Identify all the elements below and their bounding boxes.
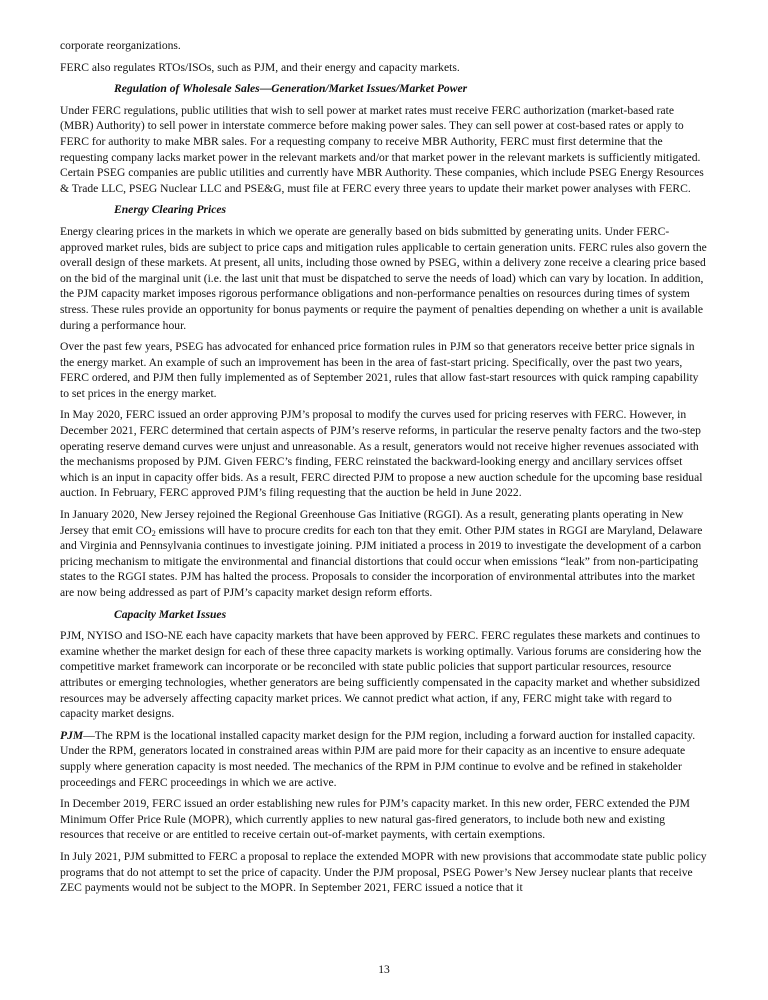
paragraph-rto-iso: FERC also regulates RTOs/ISOs, such as PJM, and their energy and capacity markets.: [60, 60, 460, 74]
rggi-text-a: In January 2020, New Jersey rejoined the Regional Greenhouse Gas Initiative (RGGI). As a result, generating plants operating in New Jersey that emit CO: [60, 508, 684, 537]
paragraph-mopr-1: In December 2019, FERC issued an order establishing new rules for PJM’s capacity market. In this new order, FERC extended the PJM Minimum Offer Price Rule (MOPR), which currently applies to new natural gas-fired generators, to include both new and existing resources that receive or are entitled to receive certain out-of-market payments, with certain exemptions.: [60, 797, 690, 842]
paragraph-energy-clearing-3: In May 2020, FERC issued an order approving PJM’s proposal to modify the curves used for pricing reserves with FERC. However, in December 2021, FERC determined that certain aspects of PJM’s reserve reforms, in particular the reserve penalty factors and the two-step operating reserve demand curves were unjust and unreasonable. As a result, generators would not receive higher revenues associated with the mechanisms proposed by PJM. Given FERC’s finding, FERC reinstated the backward-looking energy and ancillary services offset which is an input in capacity offer bids. As a result, FERC directed PJM to propose a new auction schedule for the upcoming base residual auction. In February, FERC approved PJM’s filing requesting that the auction be held in June 2022.: [60, 408, 703, 500]
pjm-rpm-text: —The RPM is the locational installed capacity market design for the PJM region, including a forward auction for installed capacity. Under the RPM, generators located in constrained areas within PJM are paid more for their capacity as an incentive to ensure adequate supply where generation capacity is most needed. The mechanics of the RPM in PJM continue to evolve and be refined in stakeholder proceedings and FERC proceedings in which we are active.: [60, 728, 696, 789]
paragraph-rggi: [60, 507, 710, 601]
page-number: 13: [378, 963, 390, 976]
paragraph-wholesale-sales: Under FERC regulations, public utilities that wish to sell power at market rates must receive FERC authorization (market-based rate (MBR) Authority) to sell power in interstate commerce before making power sales. They can sell power at cost-based rates or apply to FERC for authority to make MBR sales. For a requesting company to receive MBR Authority, FERC must first determine that the requesting company lacks market power in the relevant markets and/or that market power in the relevant markets is sufficiently mitigated. Certain PSEG companies are public utilities and currently have MBR Authority. These companies, which include PSEG Energy Resources & Trade LLC, PSEG Nuclear LLC and PSE&G, must file at FERC every three years to update their market power analyses with FERC.: [60, 103, 704, 195]
paragraph-mopr-2: In July 2021, PJM submitted to FERC a proposal to replace the extended MOPR with new provisions that accommodate state public policy programs that do not attempt to set the price of capacity. Under the PJM proposal, PSEG Power’s New Jersey nuclear plants that receive ZEC payments would not be subject to the MOPR. In September 2021, FERC issued a notice that it: [60, 849, 707, 895]
paragraph-energy-clearing-2: Over the past few years, PSEG has advocated for enhanced price formation rules in PJM so that generators receive better price signals in the energy market. An example of such an improvement has been in the area of fast-start pricing. Specifically, over the past two years, FERC ordered, and PJM then fully implemented as of September 2021, rules that allow fast-start resources with quick ramping capability to set prices in the energy market.: [60, 340, 699, 400]
heading-wholesale-sales: Regulation of Wholesale Sales—Generation/Market Issues/Market Power: [114, 82, 468, 96]
co2-subscript: 2: [151, 528, 156, 538]
paragraph-capacity-markets: PJM, NYISO and ISO-NE each have capacity markets that have been approved by FERC. FERC regulates these markets and continues to examine whether the market design for each of these three capacity markets is working optimally. Various forums are considering how the competitive market framework can incorporate or be reconciled with state public policies that support particular resources, resource attributes or emerging technologies, whether generators are being sufficiently compensated in the capacity market and whether subsidized resources may be adversely affecting capacity market prices. We cannot predict what action, if any, FERC might take with regard to capacity market designs.: [60, 629, 702, 721]
paragraph-pjm-rpm: [60, 728, 710, 790]
rggi-text-b: emissions will have to procure credits for each ton that they emit. Other PJM states in RGGI are Maryland, Delaware and Virginia and Pennsylvania continues to investigate joining. PJM initiated a process in 2019 to investigate the development of a carbon pricing mechanism to mitigate the environmental and financial distortions that could occur when emissions “leak” from non-participating states to the RGGI states. PJM has halted the process. Proposals to consider the incorporation of environmental attributes into the market are now being addressed as part of PJM’s capacity market design reform efforts.: [60, 523, 703, 599]
heading-energy-clearing-prices: Energy Clearing Prices: [114, 203, 227, 217]
pjm-run-in-heading: PJM: [60, 728, 84, 742]
paragraph-energy-clearing-1: Energy clearing prices in the markets in which we operate are generally based on bids submitted by generating units. Under FERC-approved market rules, bids are subject to price caps and mitigation rules applicable to certain generation units. FERC rules also govern the overall design of these markets. At present, all units, including those owned by PSEG, within a delivery zone receive a clearing price based on the bid of the marginal unit (i.e. the last unit that must be dispatched to serve the needs of load) which can vary by location. In addition, the PJM capacity market imposes rigorous performance obligations and non-performance penalties on resources during times of system stress. These rules provide an opportunity for bonus payments or require the payment of penalties depending on whether a unit is available during a performance hour.: [60, 224, 707, 332]
heading-capacity-market-issues: Capacity Market Issues: [114, 607, 227, 621]
paragraph-continued: corporate reorganizations.: [60, 39, 181, 52]
document-body: [60, 38, 710, 902]
